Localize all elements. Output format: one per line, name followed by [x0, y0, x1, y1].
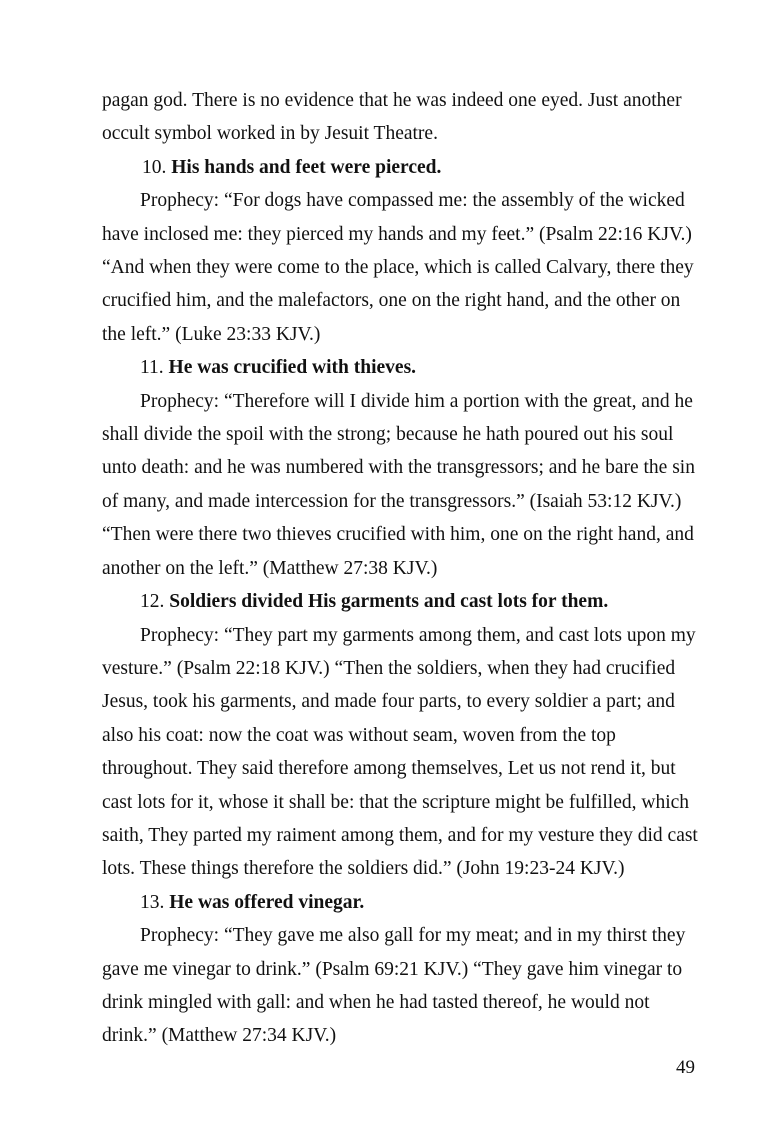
body-line: Prophecy: “They gave me also gall for my meat; and in my thirst they: [140, 925, 686, 947]
body-line: another on the left.” (Matthew 27:38 KJV.): [102, 557, 438, 579]
page-number: 49: [676, 1057, 695, 1078]
section-12: [102, 585, 702, 886]
body-line: the left.” (Luke 23:33 KJV.): [102, 323, 321, 345]
body-line: Prophecy: “Therefore will I divide him a portion with the great, and he: [140, 390, 693, 412]
body-line: throughout. They said therefore among themselves, Let us not rend it, but: [102, 758, 676, 780]
body-line: pagan god. There is no evidence that he was indeed one eyed. Just another: [102, 90, 682, 111]
section-heading: [102, 151, 702, 184]
section-number: 10.: [142, 156, 167, 178]
section-title: His hands and feet were pierced.: [171, 156, 442, 178]
body-line: unto death: and he was numbered with the transgressors; and he bare the sin: [102, 457, 695, 479]
body-line: shall divide the spoil with the strong; because he hath poured out his soul: [102, 424, 674, 446]
section-heading: [102, 585, 702, 618]
section-10: [102, 151, 702, 351]
body-line: lots. These things therefore the soldiers did.” (John 19:23-24 KJV.): [102, 858, 625, 880]
section-number: 11.: [140, 357, 164, 379]
section-number: 12.: [140, 591, 165, 613]
section-heading: [102, 886, 702, 919]
section-title: He was crucified with thieves.: [168, 357, 417, 379]
section-heading: [102, 351, 702, 384]
body-line: saith, They parted my raiment among them, and for my vesture they did cast: [102, 824, 698, 846]
section-13: [102, 886, 702, 1053]
body-line: vesture.” (Psalm 22:18 KJV.) “Then the soldiers, when they had crucified: [102, 657, 676, 679]
section-number: 13.: [140, 891, 165, 913]
body-line: Jesus, took his garments, and made four parts, to every soldier a part; and: [102, 691, 675, 713]
body-line: have inclosed me: they pierced my hands and my feet.” (Psalm 22:16 KJV.): [102, 223, 692, 245]
section-11: [102, 351, 702, 585]
body-line: crucified him, and the malefactors, one on the right hand, and the other on: [102, 290, 681, 312]
body-line: “And when they were come to the place, which is called Calvary, there they: [102, 257, 694, 279]
body-line: Prophecy: “For dogs have compassed me: the assembly of the wicked: [140, 190, 685, 212]
body-line: also his coat: now the coat was without seam, woven from the top: [102, 724, 616, 746]
section-title: Soldiers divided His garments and cast lots for them.: [169, 591, 609, 613]
body-line: of many, and made intercession for the transgressors.” (Isaiah 53:12 KJV.): [102, 490, 682, 512]
body-line: gave me vinegar to drink.” (Psalm 69:21 KJV.) “They gave him vinegar to: [102, 958, 683, 980]
section-title: He was offered vinegar.: [169, 891, 365, 913]
body-line: cast lots for it, whose it shall be: that the scripture might be fulfilled, which: [102, 791, 690, 813]
body-line: Prophecy: “They part my garments among them, and cast lots upon my: [140, 624, 696, 646]
body-line: drink.” (Matthew 27:34 KJV.): [102, 1025, 337, 1047]
page-body: [102, 84, 702, 1053]
body-line: drink mingled with gall: and when he had tasted thereof, he would not: [102, 991, 650, 1013]
body-line: “Then were there two thieves crucified with him, one on the right hand, and: [102, 524, 694, 546]
body-line: occult symbol worked in by Jesuit Theatre.: [102, 123, 438, 145]
